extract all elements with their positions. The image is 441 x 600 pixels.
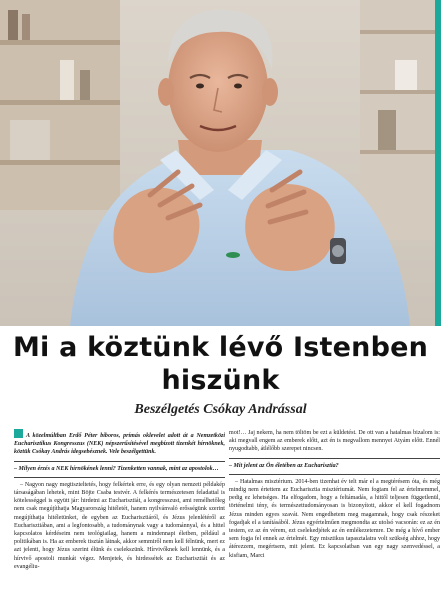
- divider: [229, 474, 440, 475]
- headline: Mi a köztünk lévő Istenben hiszünk: [12, 332, 429, 396]
- question-1: – Milyen érzés a NEK hírnökének lenni? Tizenketten vannak, mint az apostolok…: [14, 465, 219, 472]
- question-2: – Mit jelent az Ön életében az Eucharisztia?: [229, 462, 339, 469]
- left-column: [14, 429, 225, 571]
- right-column: [229, 429, 440, 560]
- lead-square-icon: [14, 429, 23, 438]
- divider: [14, 461, 225, 462]
- divider: [229, 458, 440, 459]
- divider: [14, 477, 225, 478]
- accent-strip: [435, 0, 441, 326]
- answer-2: – Hatalmas misztérium. 2014-ben tizenhat év telt már el a megtérésem óta, és még mindig nem értettem az Eucharisztia misztériumát. Nem fogtam fel az értelmemmel, pedig ez lehetséges. Ha elfogadom, hogy a feltámadás, a hittől teljesen függetlenül, történelmi tény, és természettudományosan is bizonyított, akkor el kell fogadnom Jézus minden egyes szavát. Nem engedhetem meg magamnak, hogy csak részeket fogadjak el a tanításából. Jézus egyértelműen megmondta az utolsó vacsorán: ez az én testem, ez az én vérem, ezt cselekedjétek az én emlékezetemre. De még a hívő ember sem fogja fel ennek az értelmét. Egy misztikus tapasztalatra volt szükség ahhoz, hogy átérezzem, megértsem, mit jelent. Ez kapcsolatban van egy nagy szenvedéssel, a kisfiam, Marci: [229, 478, 440, 559]
- shirt-logo-icon: [226, 252, 240, 258]
- lead-text: A közelmúltban Erdő Péter bíboros, prímás oklevelet adott át a Nemzetközi Eucharisztikus Kongresszus (NEK) népszerűsítésével megbízott tizenkét hírnöknek, köztük Csókay András idegsebésznek. Vele beszélgettünk.: [14, 433, 225, 456]
- answer-1-continuation: mot!… Jaj nekem, ha nem töltöm be ezt a küldetést. De ott van a hatalmas bizalom is: aki megvall engem az emberek előtt, azt én is megvallom mennyei Atyám előtt. Ennél nyugodtabb, átlélőbb szerepet nincsen.: [229, 430, 440, 453]
- answer-1: – Nagyon nagy megtiszteltetés, hogy felkértek erre, és egy olyan nemzeti példakép társaságában lehetek, mint Böjte Csaba testvér. A felkérés természetesen feladattal is kötelességgel is együtt jár: hirdetni az Eucharisztiát, a kongresszust, ami remélhetőleg nem csak megújíthatja Magyarország hitéletét, hanem nyilvánvaló erősségünk szerint megújíthatja hitéletünket, de egyben az Eucharisztiáról, és Jézus jelenlétéről az Eucharisztiában, ami a legfontosabb, a tudománynak vagy a tudománnyal, és a hittel kapcsolatos kérdéseim nem teológiailag, hanem a mindennapi életben, például a politikában is. Ha az emberek tisztán látnak, akkor semmiről nem kell félnünk, mert ez azt jelenti, hogy Jézus szerint élünk és cselekszünk. Hírvivőknek kell lennünk, és a hírvivő apostoli munkát végez. Menjetek, és hirdessétek az Eucharisztiát és az evangéliu-: [14, 481, 225, 570]
- subtitle: Beszélgetés Csókay Andrással: [134, 402, 307, 417]
- lead-paragraph: [14, 429, 225, 457]
